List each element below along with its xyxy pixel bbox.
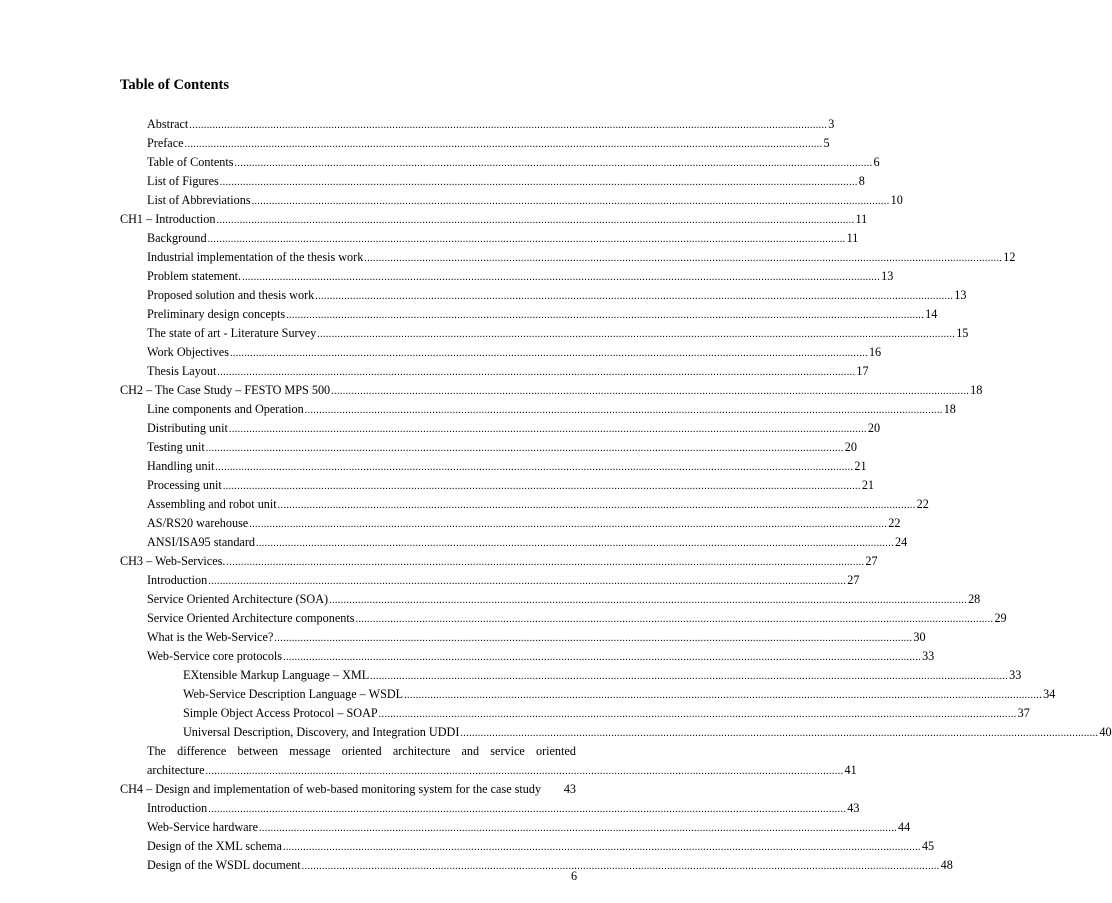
toc-entry-page: 20	[844, 440, 857, 454]
toc-entry-page: 14	[925, 307, 938, 321]
dot-leader: ............................................................................................................................................................................................................................	[404, 690, 1043, 701]
toc-entry-page: 3	[828, 117, 835, 131]
toc-entry[interactable]	[0, 704, 1030, 723]
toc-entry-page: 20	[867, 421, 881, 435]
toc-entry-label: Service Oriented Architecture components	[147, 611, 355, 625]
toc-entry-label: CH4 – Design and implementation of web-based monitoring system for the case study	[120, 782, 542, 796]
toc-entry-label: Work Objectives	[147, 345, 229, 359]
toc-entry-page: 34	[1043, 687, 1056, 701]
dot-leader: ............................................................................................................................................................................................................................	[251, 196, 890, 207]
toc-entry[interactable]	[0, 343, 882, 362]
dot-leader: ............................................................................................................................................................................................................................	[304, 405, 943, 416]
toc-entry-page: 13	[954, 288, 967, 302]
toc-entry[interactable]	[0, 533, 908, 552]
toc-entry[interactable]	[0, 229, 859, 248]
dot-leader: ............................................................................................................................................................................................................................	[205, 443, 844, 454]
toc-entry[interactable]	[0, 818, 911, 837]
toc-entry-word: and	[461, 744, 480, 758]
toc-entry-page: 22	[916, 497, 929, 511]
toc-entry-label: Design of the WSDL document	[147, 858, 301, 872]
toc-entry-label: Simple Object Access Protocol – SOAP	[183, 706, 378, 720]
toc-entry-page: 43	[847, 801, 860, 815]
toc-entry-page: 37	[1017, 706, 1030, 720]
dot-leader: ............................................................................................................................................................................................................................	[317, 329, 956, 340]
toc-title: Table of Contents	[120, 77, 230, 93]
toc-entry-label: Processing unit	[147, 478, 222, 492]
toc-entry-page: 8	[858, 174, 865, 188]
dot-leader: ............................................................................................................................................................................................................................	[222, 481, 861, 492]
dot-leader: ............................................................................................................................................................................................................................	[234, 158, 873, 169]
toc-entry[interactable]	[0, 172, 865, 191]
toc-entry-label: Preliminary design concepts	[147, 307, 286, 321]
toc-entry-label-line2: architecture	[147, 763, 205, 777]
toc-entry-page: 17	[856, 364, 869, 378]
toc-entry-label: Web-Service Description Language – WSDL	[183, 687, 404, 701]
toc-entry-page: 29	[994, 611, 1007, 625]
toc-entry-page: 48	[940, 858, 953, 872]
toc-entry-label: Background	[147, 231, 207, 245]
toc-entry-word: between	[237, 744, 279, 758]
toc-entry-page: 30	[913, 630, 926, 644]
toc-entry-label: Industrial implementation of the thesis work	[147, 250, 364, 264]
toc-entry-label: Proposed solution and thesis work	[147, 288, 315, 302]
toc-entry-page: 21	[861, 478, 875, 492]
dot-leader: ............................................................................................................................................................................................................................	[207, 234, 846, 245]
toc-entry-page: 41	[844, 763, 857, 777]
toc-entry-label: Universal Description, Discovery, and Integration UDDI	[183, 725, 460, 739]
toc-entry-label: Testing unit	[147, 440, 205, 454]
toc-entry-label: Preface	[147, 136, 184, 150]
toc-entry[interactable]	[0, 856, 953, 875]
toc-entry-page: 33	[1009, 668, 1022, 682]
dot-leader: ............................................................................................................................................................................................................................	[364, 253, 1003, 264]
toc-entry-label: Distributing unit	[147, 421, 228, 435]
toc-entry[interactable]	[0, 286, 967, 305]
toc-entry-page: 18	[970, 383, 983, 397]
dot-leader: ............................................................................................................................................................................................................................	[331, 386, 970, 397]
toc-entry[interactable]	[0, 780, 576, 799]
toc-entry-label: Introduction	[147, 801, 208, 815]
toc-entry[interactable]	[0, 419, 881, 438]
dot-leader: ............................................................................................................................................................................................................................	[286, 310, 925, 321]
toc-entry[interactable]	[0, 153, 880, 172]
toc-entry-label: Assembling and robot unit	[147, 497, 277, 511]
toc-entry-label: ANSI/ISA95 standard	[147, 535, 255, 549]
dot-leader: ............................................................................................................................................................................................................................	[370, 671, 1009, 682]
toc-entry-label: EXtensible Markup Language – XML	[183, 668, 370, 682]
toc-entry-page: 44	[898, 820, 911, 834]
toc-entry[interactable]	[0, 590, 981, 609]
toc-entry-page: 5	[823, 136, 830, 150]
toc-entry-label: CH3 – Web-Services.	[120, 554, 226, 568]
toc-entry-page: 33	[922, 649, 935, 663]
dot-leader: ............................................................................................................................................................................................................................	[184, 139, 823, 150]
toc-entry[interactable]	[0, 666, 1022, 685]
toc-entry-word: oriented	[535, 744, 576, 758]
toc-entry-page: 40	[1099, 725, 1112, 739]
toc-entry-label: AS/RS20 warehouse	[147, 516, 249, 530]
toc-entry[interactable]	[0, 514, 901, 533]
toc-entry-page: 22	[888, 516, 901, 530]
toc-entry-page: 11	[855, 212, 868, 226]
toc-entry-word: The	[147, 744, 166, 758]
toc-entry[interactable]	[0, 134, 830, 153]
toc-entry-label: Abstract	[147, 117, 189, 131]
toc-entry[interactable]	[0, 324, 969, 343]
toc-entry-label: Handling unit	[147, 459, 215, 473]
toc-entry[interactable]	[0, 799, 860, 818]
toc-entry-page: 11	[846, 231, 859, 245]
toc-entry-label: List of Figures	[147, 174, 219, 188]
toc-entry-page: 12	[1003, 250, 1016, 264]
dot-leader: ............................................................................................................................................................................................................................	[277, 500, 916, 511]
toc-entry-label: Service Oriented Architecture (SOA)	[147, 592, 329, 606]
toc-entry-word: difference	[177, 744, 227, 758]
toc-entry[interactable]	[0, 457, 867, 476]
toc-entry-label: Thesis Layout	[147, 364, 217, 378]
toc-entry-page: 10	[890, 193, 903, 207]
toc-entry-page: 28	[968, 592, 981, 606]
toc-entry[interactable]	[0, 438, 857, 457]
dot-leader: ............................................................................................................................................................................................................................	[378, 709, 1017, 720]
dot-leader: ............................................................................................................................................................................................................................	[215, 462, 854, 473]
toc-entry-label: Web-Service core protocols	[147, 649, 283, 663]
toc-entry-label: What is the Web-Service?	[147, 630, 274, 644]
toc-entry-page: 13	[881, 269, 894, 283]
toc-entry-page: 27	[865, 554, 878, 568]
toc-entry[interactable]	[0, 609, 1007, 628]
toc-entry[interactable]	[0, 571, 860, 590]
dot-leader: ............................................................................................................................................................................................................................	[460, 728, 1099, 739]
toc-entry[interactable]	[0, 837, 935, 856]
toc-entry[interactable]	[0, 476, 875, 495]
toc-entry-label: CH1 – Introduction	[120, 212, 216, 226]
toc-entry-wrapped[interactable]	[0, 742, 857, 780]
toc-entry-label: Design of the XML schema	[147, 839, 282, 853]
toc-entry-word: service	[490, 744, 525, 758]
dot-leader: ............................................................................................................................................................................................................................	[216, 215, 855, 226]
toc-list	[0, 115, 1112, 875]
toc-entry-label: List of Abbreviations	[147, 193, 251, 207]
toc-entry-word: architecture	[392, 744, 451, 758]
dot-leader: ............................................................................................................................................................................................................................	[228, 424, 867, 435]
toc-entry[interactable]	[0, 552, 878, 571]
toc-entry-label: Table of Contents	[147, 155, 234, 169]
toc-entry[interactable]	[0, 381, 983, 400]
dot-leader: ............................................................................................................................................................................................................................	[242, 272, 881, 283]
toc-entry[interactable]	[0, 191, 903, 210]
toc-entry-label-line1	[147, 742, 576, 761]
dot-leader: ............................................................................................................................................................................................................................	[355, 614, 994, 625]
dot-leader: ............................................................................................................................................................................................................................	[249, 519, 888, 530]
toc-entry-label: Web-Service hardware	[147, 820, 259, 834]
page-number: 6	[571, 869, 578, 883]
toc-entry-word: message	[289, 744, 331, 758]
dot-leader: ............................................................................................................................................................................................................................	[282, 842, 921, 853]
toc-entry-page: 27	[847, 573, 860, 587]
toc-entry[interactable]	[0, 628, 926, 647]
toc-entry[interactable]	[0, 267, 894, 286]
toc-entry[interactable]	[0, 647, 935, 666]
toc-entry-label: Problem statement.	[147, 269, 242, 283]
toc-entry-page: 15	[956, 326, 969, 340]
toc-entry[interactable]	[0, 248, 1016, 267]
dot-leader: ............................................................................................................................................................................................................................	[274, 633, 913, 644]
toc-entry[interactable]	[0, 495, 929, 514]
toc-entry-page: 6	[873, 155, 880, 169]
dot-leader: ............................................................................................................................................................................................................................	[208, 576, 847, 587]
toc-entry-word: oriented	[341, 744, 382, 758]
dot-leader: ............................................................................................................................................................................................................................	[226, 557, 865, 568]
dot-leader: ............................................................................................................................................................................................................................	[229, 348, 868, 359]
toc-entry[interactable]	[0, 362, 869, 381]
dot-leader: ............................................................................................................................................................................................................................	[315, 291, 954, 302]
toc-entry-page: 18	[943, 402, 956, 416]
toc-entry-label: Introduction	[147, 573, 208, 587]
toc-entry[interactable]	[0, 115, 835, 134]
toc-entry[interactable]	[0, 400, 956, 419]
toc-entry-page: 16	[868, 345, 882, 359]
toc-entry-page: 21	[854, 459, 867, 473]
dot-leader: ............................................................................................................................................................................................................................	[301, 861, 940, 872]
dot-leader: ............................................................................................................................................................................................................................	[283, 652, 922, 663]
toc-entry[interactable]	[0, 305, 938, 324]
toc-entry-label: Line components and Operation	[147, 402, 304, 416]
toc-entry[interactable]	[0, 210, 868, 229]
dot-leader: ............................................................................................................................................................................................................................	[259, 823, 898, 834]
dot-leader: ............................................................................................................................................................................................................................	[208, 804, 847, 815]
dot-leader: ............................................................................................................................................................................................................................	[217, 367, 856, 378]
dot-leader: ............................................................................................................................................................................................................................	[256, 538, 894, 549]
toc-entry-label: The state of art - Literature Survey	[147, 326, 317, 340]
toc-entry-page: 45	[921, 839, 935, 853]
dot-leader: ............................................................................................................................................................................................................................	[189, 120, 828, 131]
toc-entry[interactable]	[0, 723, 1112, 742]
toc-entry-page: 24	[895, 535, 908, 549]
toc-entry[interactable]	[0, 685, 1056, 704]
dot-leader: ............................................................................................................................................................................................................................	[205, 766, 844, 777]
dot-leader: ............................................................................................................................................................................................................................	[329, 595, 968, 606]
toc-entry-page: 43	[563, 782, 576, 796]
dot-leader: ............................................................................................................................................................................................................................	[219, 177, 858, 188]
toc-entry-label: CH2 – The Case Study – FESTO MPS 500	[120, 383, 331, 397]
